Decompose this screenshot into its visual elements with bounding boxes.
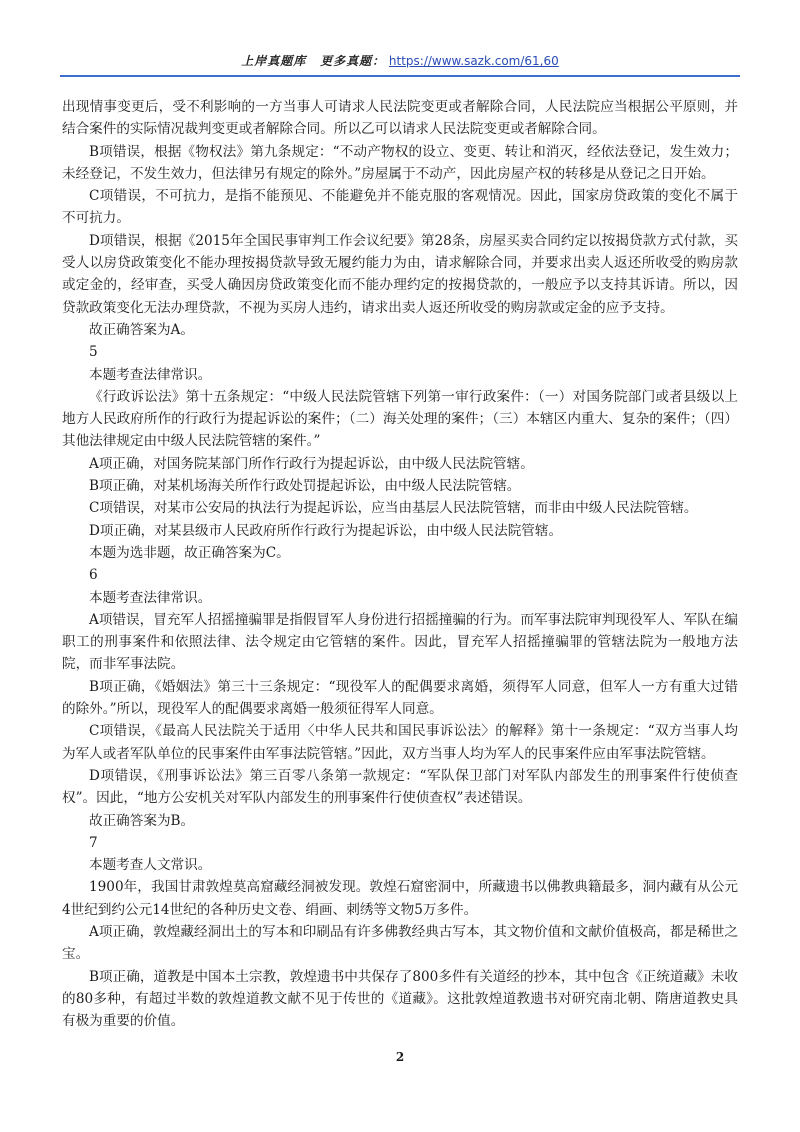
paragraph: A项错误，冒充军人招摇撞骗罪是指假冒军人身份进行招摇撞骗的行为。而军事法院审判现役军人、军队在编职工的刑事案件和依照法律、法令规定由它管辖的案件。因此，冒充军人招摇撞骗罪的管辖法院为一般地方法院，而非军事法院。 (62, 611, 738, 673)
paragraph: 故正确答案为B。 (89, 812, 195, 829)
paragraph: D项错误，《刑事诉讼法》第三百零八条第一款规定：“军队保卫部门对军队内部发生的刑事案件行使侦查权”。因此，“地方公安机关对军队内部发生的刑事案件行使侦查权”表述错误。 (62, 767, 738, 807)
paragraph: B项错误，根据《物权法》第九条规定：“不动产物权的设立、变更、转让和消灭，经依法登记，发生效力；未经登记，不发生效力，但法律另有规定的除外。”房屋属于不动产，因此房屋产权的转移是从登记之日开始。 (62, 143, 738, 182)
source-link[interactable]: https://www.sazk.com/61,60 (388, 54, 559, 68)
paragraph: A项正确，对国务院某部门所作行政行为提起诉讼，由中级人民法院管辖。 (89, 455, 534, 472)
paragraph: 出现情事变更后，受不利影响的一方当事人可请求人民法院变更或者解除合同，人民法院应当根据公平原则，并结合案件的实际情况裁判变更或者解除合同。所以乙可以请求人民法院变更或者解除合同。 (62, 99, 738, 138)
paragraph: C项错误，不可抗力，是指不能预见、不能避免并不能克服的客观情况。因此，国家房贷政策的变化不属于不可抗力。 (62, 188, 738, 227)
paragraph: D项错误，根据《2015年全国民事审判工作会议纪要》第28条，房屋买卖合同约定以按揭贷款方式付款，买受人以房贷政策变化不能办理按揭贷款导致无履约能力为由，请求解除合同，并要求出卖人返还所收受的购房款或定金的，经审查，买受人确因房贷政策变化而不能办理约定的按揭贷款的，一般应予以支持其诉请。所以，因贷款政策变化无法办理贷款，不视为买房人违约，请求出卖人返还所收受的购房款或定金的应予支持。 (62, 232, 738, 316)
more-label: 更多真题： (320, 54, 386, 68)
paragraph: 7 (89, 834, 98, 851)
paragraph: A项正确，敦煌藏经洞出土的写本和印刷品有许多佛教经典古写本，其文物价值和文献价值极高，都是稀世之宝。 (62, 923, 738, 963)
paragraph: 本题为选非题，故正确答案为C。 (89, 544, 290, 561)
page-header (0, 52, 800, 69)
paragraph: B项正确，对某机场海关所作行政处罚提起诉讼，由中级人民法院管辖。 (89, 478, 521, 495)
paragraph: B项正确，道教是中国本土宗教，敦煌遗书中共保存了800多件有关道经的抄本，其中包含《正统道藏》未收的80多种，有超过半数的敦煌道教文献不见于传世的《道藏》。这批敦煌道教遗书对研究南北朝、隋唐道教史具有极为重要的价值。 (62, 968, 738, 1030)
paragraph: 1900年，我国甘肃敦煌莫高窟藏经洞被发现。敦煌石窟密洞中，所藏遗书以佛教典籍最多，洞内藏有从公元4世纪到约公元14世纪的各种历史文卷、绢画、刺绣等文物5万多件。 (62, 879, 738, 918)
paragraph: 本题考查人文常识。 (89, 857, 212, 874)
paragraph: 6 (89, 567, 98, 584)
paragraph: C项错误，《最高人民法院关于适用〈中华人民共和国民事诉讼法〉的解释》第十一条规定：“双方当事人均为军人或者军队单位的民事案件由军事法院管辖。”因此，双方当事人均为军人的民事案件应由军事法院管辖。 (62, 723, 738, 762)
document-body (62, 96, 738, 1032)
paragraph: B项正确，《婚姻法》第三十三条规定：“现役军人的配偶要求离婚，须得军人同意，但军人一方有重大过错的除外。”所以，现役军人的配偶要求离婚一般须征得军人同意。 (62, 678, 738, 718)
paragraph: 5 (89, 344, 98, 361)
paragraph: 本题考查法律常识。 (89, 366, 212, 383)
paragraph: D项正确，对某县级市人民政府所作行政行为提起诉讼，由中级人民法院管辖。 (89, 522, 563, 539)
paragraph: 《行政诉讼法》第十五条规定：“中级人民法院管辖下列第一审行政案件：（一）对国务院部门或者县级以上地方人民政府所作的行政行为提起诉讼的案件；（二）海关处理的案件；（三）本辖区内重大、复杂的案件；（四）其他法律规定由中级人民法院管辖的案件。” (62, 388, 738, 450)
page-number: 2 (395, 1050, 405, 1064)
paragraph: C项错误，对某市公安局的执法行为提起诉讼，应当由基层人民法院管辖，而非由中级人民法院管辖。 (89, 500, 698, 517)
paragraph: 本题考查法律常识。 (89, 589, 212, 606)
header-divider (60, 75, 740, 77)
brand-name: 上岸真题库 (241, 54, 307, 68)
paragraph: 故正确答案为A。 (89, 321, 194, 338)
